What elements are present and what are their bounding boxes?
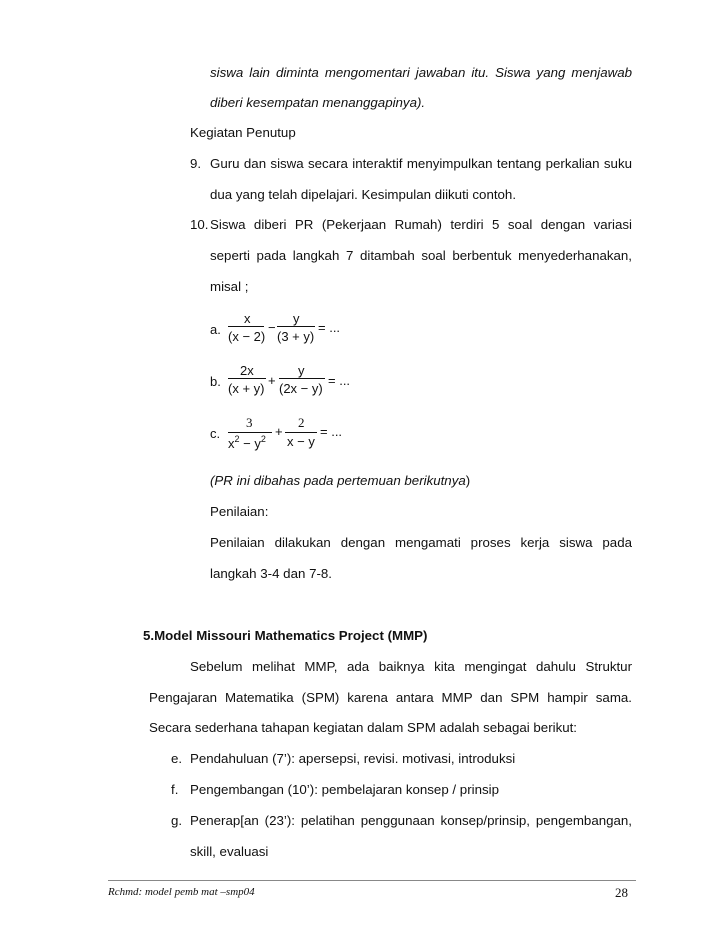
note-close: ) xyxy=(465,473,471,488)
math-numerator: y xyxy=(298,363,305,378)
list-item-text: dua yang telah dipelajari. Kesimpulan diikuti contoh. xyxy=(210,187,517,202)
math-numerator: 2x xyxy=(240,363,254,378)
list-label: g. xyxy=(171,813,183,828)
list-number: 10. xyxy=(190,217,209,232)
fraction-bar xyxy=(285,432,317,433)
list-item-text: Pengembangan (10’): pembelajaran konsep / prinsip xyxy=(190,782,499,797)
list-label: f. xyxy=(171,782,179,797)
list-number: 9. xyxy=(190,156,202,171)
math-rhs: = ... xyxy=(318,320,341,335)
list-item-text: seperti pada langkah 7 ditambah soal berbentuk menyederhanakan, xyxy=(210,248,632,263)
footer-divider xyxy=(108,880,636,881)
math-denominator: (x + y) xyxy=(228,381,265,396)
fraction-bar xyxy=(279,378,325,379)
fraction-bar xyxy=(228,432,272,433)
math-numerator: 2 xyxy=(298,415,305,430)
math-label: a. xyxy=(210,322,221,337)
paragraph-line: Pengajaran Matematika (SPM) karena antara MMP dan SPM hampir sama. xyxy=(149,690,632,705)
math-numerator: x xyxy=(244,311,251,326)
list-item-text: Guru dan siswa secara interaktif menyimpulkan tentang perkalian suku xyxy=(210,156,632,171)
list-item-text: misal ; xyxy=(210,279,249,294)
math-denominator xyxy=(228,434,266,451)
page-number: 28 xyxy=(615,885,628,900)
fraction-bar xyxy=(277,326,315,327)
section-heading: 5.Model Missouri Mathematics Project (MMP) xyxy=(143,628,428,643)
paragraph-line: Secara sederhana tahapan kegiatan dalam SPM adalah sebagai berikut: xyxy=(149,720,578,735)
math-rhs: = ... xyxy=(328,373,351,388)
list-item-text: Penerap[an (23’): pelatihan penggunaan konsep/prinsip, pengembangan, xyxy=(190,813,632,828)
math-rhs: = ... xyxy=(320,424,343,439)
penilaian-label: Penilaian: xyxy=(210,504,269,519)
fraction-bar xyxy=(228,326,264,327)
math-numerator: 3 xyxy=(246,415,253,430)
math-denominator: x − y xyxy=(287,434,315,449)
math-denominator: (2x − y) xyxy=(279,381,323,396)
section-heading: Kegiatan Penutup xyxy=(190,125,296,140)
body-line: siswa lain diminta mengomentari jawaban itu. Siswa yang menjawab xyxy=(210,65,632,80)
math-operator: + xyxy=(268,373,276,388)
list-item-text: Pendahuluan (7’): apersepsi, revisi. motivasi, introduksi xyxy=(190,751,516,766)
math-exponent: 2 xyxy=(260,434,266,444)
math-denominator: (x − 2) xyxy=(228,329,266,344)
body-line: Penilaian dilakukan dengan mengamati proses kerja siswa pada xyxy=(210,535,632,550)
math-operator: + xyxy=(275,424,283,439)
math-numerator: y xyxy=(293,311,300,326)
list-item-text: Siswa diberi PR (Pekerjaan Rumah) terdiri 5 soal dengan variasi xyxy=(210,217,632,232)
math-operator: − xyxy=(268,320,276,335)
math-term: − y xyxy=(239,436,261,451)
note xyxy=(210,472,470,490)
body-line: diberi kesempatan menanggapinya). xyxy=(210,95,426,110)
list-label: e. xyxy=(171,751,183,766)
list-item-text: skill, evaluasi xyxy=(190,844,269,859)
paragraph-line: Sebelum melihat MMP, ada baiknya kita mengingat dahulu Struktur xyxy=(190,659,632,674)
math-label: c. xyxy=(210,426,221,441)
math-var: x xyxy=(228,436,235,451)
math-denominator: (3 + y) xyxy=(277,329,315,344)
fraction-bar xyxy=(228,378,266,379)
footer-text: Rchmd: model pemb mat –smp04 xyxy=(108,886,255,898)
math-exponent: 2 xyxy=(234,434,240,444)
math-label: b. xyxy=(210,374,221,389)
note-text: (PR ini dibahas pada pertemuan berikutnya xyxy=(210,473,466,488)
body-line: langkah 3-4 dan 7-8. xyxy=(210,566,332,581)
